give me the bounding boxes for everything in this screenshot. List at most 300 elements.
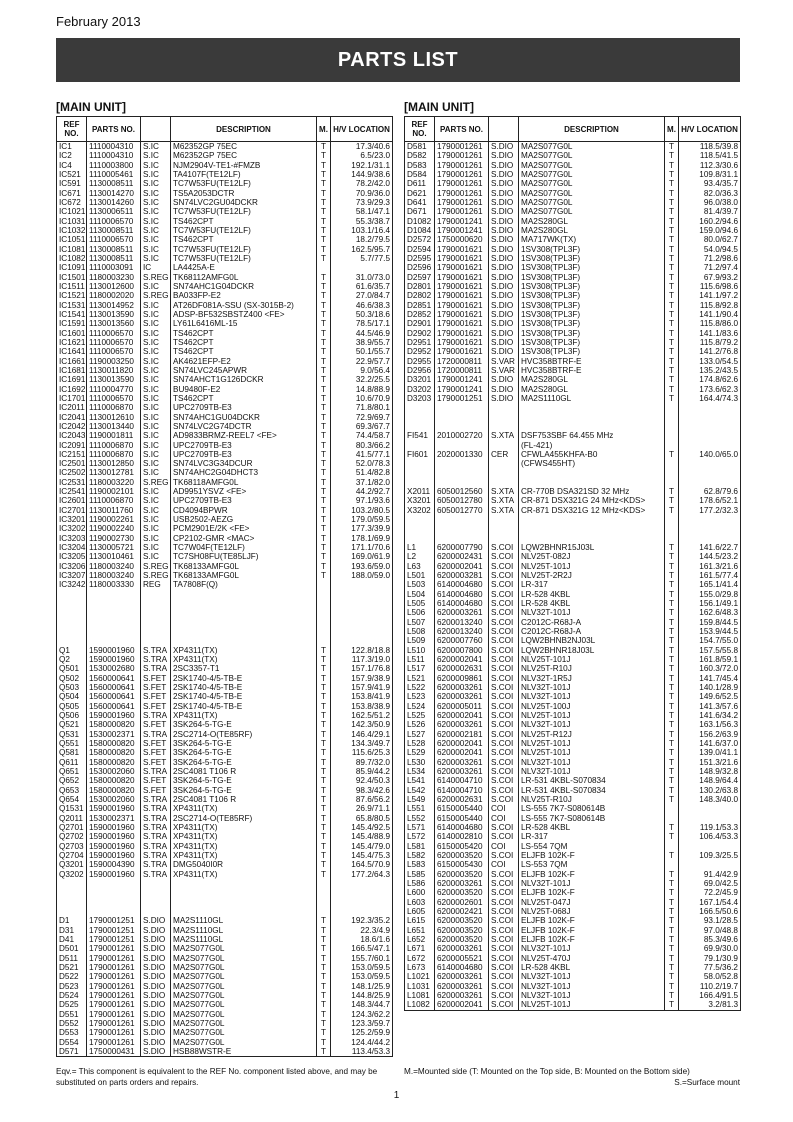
part-type — [141, 907, 171, 916]
hv-location: 110.2/19.7 — [679, 982, 741, 991]
table-row — [405, 646, 741, 655]
hv-location: 58.1/47.1 — [331, 207, 393, 216]
mount-side: T — [317, 515, 331, 524]
table-row — [57, 702, 393, 711]
part-type: S.TRA — [141, 814, 171, 823]
mount-side: T — [665, 655, 679, 664]
parts-no: 6200003261 — [435, 982, 489, 991]
parts-no: 1180003240 — [87, 562, 141, 571]
col-parts-header: PARTS NO. — [87, 117, 141, 142]
part-type — [141, 888, 171, 897]
parts-no: 6200007800 — [435, 646, 489, 655]
part-type: S.DIO — [141, 972, 171, 981]
description: PCM2901E/2K <FE> — [171, 524, 317, 533]
part-type: S.DIO — [141, 1000, 171, 1009]
mount-side: T — [665, 720, 679, 729]
mount-side: T — [317, 254, 331, 263]
part-type — [141, 599, 171, 608]
hv-location: 97.0/48.8 — [679, 926, 741, 935]
parts-no: 6150005430 — [435, 860, 489, 869]
parts-no — [435, 468, 489, 477]
mount-side: T — [665, 347, 679, 356]
hv-location: 165.1/41.4 — [679, 580, 741, 589]
ref-no: D31 — [57, 926, 87, 935]
mount-side: T — [317, 655, 331, 664]
part-type — [489, 403, 519, 412]
part-type: S.VAR — [489, 357, 519, 366]
parts-no: 1590001960 — [87, 655, 141, 664]
parts-no: 6200002631 — [435, 664, 489, 673]
part-type: S.IC — [141, 310, 171, 319]
parts-no: 1790001621 — [435, 254, 489, 263]
ref-no: L63 — [405, 562, 435, 571]
mount-side — [665, 403, 679, 412]
description: XP4311(TX) — [171, 655, 317, 664]
table-row — [405, 636, 741, 645]
mount-side: T — [317, 795, 331, 804]
table-row — [405, 310, 741, 319]
mount-side: T — [317, 1028, 331, 1037]
table-row — [57, 1028, 393, 1037]
parts-no: 1590001960 — [87, 842, 141, 851]
part-type: S.COI — [489, 636, 519, 645]
hv-location: 149.6/52.5 — [679, 692, 741, 701]
parts-no: 6200003261 — [435, 692, 489, 701]
table-row — [57, 627, 393, 636]
ref-no: D522 — [57, 972, 87, 981]
ref-no: D554 — [57, 1038, 87, 1047]
mount-side: T — [665, 496, 679, 505]
mount-side: T — [317, 720, 331, 729]
description: CR-871 DSX321G 24 MHz<KDS> — [519, 496, 665, 505]
ref-no: IC3202 — [57, 524, 87, 533]
parts-no: 6200013240 — [435, 627, 489, 636]
description: NLV32T-101J — [519, 608, 665, 617]
part-type: S.COI — [489, 590, 519, 599]
part-type: S.IC — [141, 170, 171, 179]
part-type: S.IC — [141, 534, 171, 543]
hv-location: 178.6/52.1 — [679, 496, 741, 505]
description: CR-871 DSX321G 12 MHz<KDS> — [519, 506, 665, 515]
table-row — [405, 870, 741, 879]
hv-location: 142.3/50.9 — [331, 720, 393, 729]
ref-no: D2851 — [405, 301, 435, 310]
hv-location: 148.1/25.9 — [331, 982, 393, 991]
hv-location: 171.1/70.6 — [331, 543, 393, 552]
mount-side: T — [317, 329, 331, 338]
hv-location: 123.3/59.7 — [331, 1019, 393, 1028]
part-type: S.COI — [489, 748, 519, 757]
parts-no — [87, 599, 141, 608]
table-row — [405, 263, 741, 272]
part-type: COI — [489, 842, 519, 851]
parts-no: 1790001261 — [435, 189, 489, 198]
part-type: S.IC — [141, 189, 171, 198]
hv-location: 160.3/72.0 — [679, 664, 741, 673]
description: NLV32T-101J — [519, 692, 665, 701]
mount-side: T — [665, 385, 679, 394]
ref-no: L501 — [405, 571, 435, 580]
table-row — [405, 944, 741, 953]
mount-side: T — [317, 245, 331, 254]
ref-no: L671 — [405, 944, 435, 953]
part-type: S.DIO — [141, 1038, 171, 1047]
part-type: S.TRA — [141, 842, 171, 851]
ref-no: L517 — [405, 664, 435, 673]
table-row — [405, 888, 741, 897]
part-type: S.IC — [141, 450, 171, 459]
parts-no: 1790001261 — [435, 151, 489, 160]
description: MA717WK(TX) — [519, 235, 665, 244]
table-row — [57, 730, 393, 739]
part-type: S.FET — [141, 674, 171, 683]
parts-no: 6150005440 — [435, 814, 489, 823]
mount-side — [665, 431, 679, 440]
parts-no: 1790001621 — [435, 245, 489, 254]
table-row — [57, 366, 393, 375]
hv-location: 166.5/47.1 — [331, 944, 393, 953]
part-type: S.TRA — [141, 851, 171, 860]
table-row — [405, 730, 741, 739]
mount-side: T — [317, 748, 331, 757]
table-row — [405, 347, 741, 356]
hv-location: 122.8/18.8 — [331, 646, 393, 655]
hv-location: 141.1/90.4 — [679, 310, 741, 319]
ref-no — [405, 422, 435, 431]
description: MA2S280GL — [519, 375, 665, 384]
table-row — [405, 282, 741, 291]
hv-location: 159.8/44.5 — [679, 618, 741, 627]
description — [519, 468, 665, 477]
table-row — [57, 851, 393, 860]
description — [171, 898, 317, 907]
mount-side: T — [317, 814, 331, 823]
parts-no: 1790001621 — [435, 263, 489, 272]
description: 1SV308(TPL3F) — [519, 254, 665, 263]
ref-no: L551 — [405, 804, 435, 813]
hv-location — [331, 627, 393, 636]
part-type: S.DIO — [489, 226, 519, 235]
mount-side: T — [665, 618, 679, 627]
table-row — [405, 795, 741, 804]
table-row — [405, 972, 741, 981]
footnote-surface: S.=Surface mount — [674, 1078, 740, 1087]
ref-no: L603 — [405, 898, 435, 907]
table-row — [57, 515, 393, 524]
hv-location: 124.3/62.2 — [331, 1010, 393, 1019]
description: MA2S1110GL — [519, 394, 665, 403]
parts-no: 6200002041 — [435, 748, 489, 757]
table-row — [57, 562, 393, 571]
table-row — [405, 170, 741, 179]
table-row — [405, 431, 741, 440]
mount-side: T — [665, 991, 679, 1000]
parts-no: 1130008511 — [87, 226, 141, 235]
parts-table-right — [404, 116, 741, 1011]
parts-no: 6200002041 — [435, 562, 489, 571]
table-row — [57, 814, 393, 823]
ref-no: FI601 — [405, 450, 435, 459]
description: DMG5040I0R — [171, 860, 317, 869]
table-row — [57, 1010, 393, 1019]
mount-side — [665, 422, 679, 431]
hv-location: 140.0/65.0 — [679, 450, 741, 459]
table-row — [57, 786, 393, 795]
parts-no: 6150005420 — [435, 842, 489, 851]
parts-no: 1790001251 — [435, 394, 489, 403]
description: LR-531 4KBL-S070834 — [519, 786, 665, 795]
parts-no: 1790001261 — [435, 179, 489, 188]
mount-side: T — [317, 972, 331, 981]
table-row — [57, 1000, 393, 1009]
part-type: S.IC — [141, 459, 171, 468]
table-row — [405, 534, 741, 543]
description: 3SK264-5-TG-E — [171, 758, 317, 767]
mount-side: T — [665, 571, 679, 580]
table-row — [405, 394, 741, 403]
ref-no: IC2151 — [57, 450, 87, 459]
mount-side: T — [665, 375, 679, 384]
ref-no: D523 — [57, 982, 87, 991]
hv-location: 153.8/38.9 — [331, 702, 393, 711]
hv-location — [679, 524, 741, 533]
parts-no: 1790001261 — [435, 142, 489, 152]
description — [171, 590, 317, 599]
hv-location: 22.9/57.7 — [331, 357, 393, 366]
part-type: S.IC — [141, 254, 171, 263]
parts-no: 1790001241 — [435, 226, 489, 235]
parts-no: 6200002431 — [435, 552, 489, 561]
parts-no: 1530002371 — [87, 814, 141, 823]
table-row — [405, 1000, 741, 1010]
mount-side: T — [317, 1047, 331, 1057]
hv-location: 144.9/38.6 — [331, 170, 393, 179]
table-row — [405, 245, 741, 254]
table-row — [405, 552, 741, 561]
parts-no: 1790001261 — [87, 1038, 141, 1047]
part-type: S.DIO — [141, 1047, 171, 1057]
ref-no: L651 — [405, 926, 435, 935]
part-type: S.DIO — [489, 245, 519, 254]
hv-location — [679, 860, 741, 869]
part-type: S.TRA — [141, 860, 171, 869]
table-row — [57, 375, 393, 384]
description: LR-528 4KBL — [519, 590, 665, 599]
ref-no: D581 — [405, 142, 435, 152]
description: TA7808F(Q) — [171, 580, 317, 589]
hv-location: 159.0/94.6 — [679, 226, 741, 235]
hv-location: 74.4/58.7 — [331, 431, 393, 440]
part-type: S.DIO — [489, 189, 519, 198]
table-row — [57, 282, 393, 291]
parts-no: 6140004680 — [435, 580, 489, 589]
mount-side: T — [317, 151, 331, 160]
mount-side: T — [317, 552, 331, 561]
part-type: S.COI — [489, 646, 519, 655]
hv-location: 17.3/40.6 — [331, 142, 393, 152]
table-row — [405, 338, 741, 347]
ref-no: IC1591 — [57, 319, 87, 328]
table-row — [405, 254, 741, 263]
parts-no: 1590001960 — [87, 851, 141, 860]
ref-no: D511 — [57, 954, 87, 963]
table-row — [57, 842, 393, 851]
hv-location: 58.0/52.8 — [679, 972, 741, 981]
description — [171, 888, 317, 897]
part-type: S.FET — [141, 739, 171, 748]
mount-side: T — [665, 879, 679, 888]
parts-no: 1790001251 — [87, 916, 141, 925]
table-row — [57, 347, 393, 356]
hv-location — [331, 907, 393, 916]
description: LR-317 — [519, 832, 665, 841]
mount-side: T — [665, 907, 679, 916]
parts-no: 1110006570 — [87, 394, 141, 403]
ref-no: L1031 — [405, 982, 435, 991]
ref-no: D2596 — [405, 263, 435, 272]
mount-side — [317, 618, 331, 627]
mount-side: T — [665, 506, 679, 515]
part-type: S.COI — [489, 832, 519, 841]
parts-no: 1590001960 — [87, 646, 141, 655]
mount-side: T — [665, 590, 679, 599]
table-row — [405, 468, 741, 477]
col-type-header — [141, 117, 171, 142]
description: BA033FP-E2 — [171, 291, 317, 300]
description — [519, 422, 665, 431]
hv-location: 71.2/97.4 — [679, 263, 741, 272]
part-type — [489, 515, 519, 524]
hv-location: 81.4/39.7 — [679, 207, 741, 216]
part-type: S.XTA — [489, 487, 519, 496]
part-type: S.IC — [141, 487, 171, 496]
mount-side: T — [317, 860, 331, 869]
description: UPC2709TB-E3 — [171, 403, 317, 412]
mount-side: T — [317, 506, 331, 515]
ref-no — [405, 413, 435, 422]
table-row — [405, 543, 741, 552]
description: NLV25T-101J — [519, 562, 665, 571]
part-type: S.FET — [141, 720, 171, 729]
parts-no — [87, 907, 141, 916]
part-type: S.DIO — [489, 319, 519, 328]
ref-no: Q502 — [57, 674, 87, 683]
part-type: S.COI — [489, 711, 519, 720]
parts-no: 1180003240 — [87, 571, 141, 580]
mount-side: T — [317, 842, 331, 851]
part-type: CER — [489, 450, 519, 459]
part-type: S.DIO — [489, 142, 519, 152]
mount-side: T — [317, 468, 331, 477]
table-row — [405, 226, 741, 235]
part-type — [489, 468, 519, 477]
parts-no: 6140002810 — [435, 832, 489, 841]
table-row — [57, 496, 393, 505]
mount-side: T — [665, 487, 679, 496]
hv-location: 91.4/42.9 — [679, 870, 741, 879]
parts-no: 1130013440 — [87, 422, 141, 431]
description: NLV32T-101J — [519, 879, 665, 888]
hv-location: 162.6/48.3 — [679, 608, 741, 617]
ref-no — [405, 515, 435, 524]
ref-no: D3203 — [405, 394, 435, 403]
table-row — [57, 245, 393, 254]
hv-location: 41.5/77.1 — [331, 450, 393, 459]
hv-location: 157.5/55.8 — [679, 646, 741, 655]
part-type: S.DIO — [489, 273, 519, 282]
ref-no — [405, 468, 435, 477]
description: NLV32T-101J — [519, 982, 665, 991]
mount-side — [317, 590, 331, 599]
description: MA2S280GL — [519, 217, 665, 226]
description: NLV25T-068J — [519, 907, 665, 916]
mount-side: T — [317, 338, 331, 347]
description: CR-770B DSA321SD 32 MHz — [519, 487, 665, 496]
description: NLV32T-1R5J — [519, 674, 665, 683]
parts-no: 1130008511 — [87, 179, 141, 188]
table-row — [405, 814, 741, 823]
part-type: S.IC — [141, 161, 171, 170]
table-row — [57, 431, 393, 440]
table-row — [57, 235, 393, 244]
ref-no: Q654 — [57, 795, 87, 804]
part-type: S.IC — [141, 543, 171, 552]
part-type: S.DIO — [141, 944, 171, 953]
ref-no: L1081 — [405, 991, 435, 1000]
ref-no: D2595 — [405, 254, 435, 263]
hv-location: 192.1/31.1 — [331, 161, 393, 170]
parts-no: 1180002020 — [87, 291, 141, 300]
table-row — [405, 842, 741, 851]
part-type: S.XTA — [489, 506, 519, 515]
part-type: S.COI — [489, 898, 519, 907]
hv-location: 144.8/25.9 — [331, 991, 393, 1000]
mount-side: T — [317, 562, 331, 571]
parts-no: 1190003250 — [87, 357, 141, 366]
parts-no: 1790001621 — [435, 319, 489, 328]
mount-side: T — [317, 711, 331, 720]
ref-no: L652 — [405, 935, 435, 944]
parts-no: 6200013240 — [435, 618, 489, 627]
parts-no: 1790001261 — [87, 944, 141, 953]
mount-side — [317, 636, 331, 645]
part-type: S.DIO — [489, 310, 519, 319]
part-type: S.REG — [141, 291, 171, 300]
parts-no: 6200003520 — [435, 888, 489, 897]
hv-location: 85.9/44.2 — [331, 767, 393, 776]
description: ADSP-BF532SBSTZ400 <FE> — [171, 310, 317, 319]
parts-no: 6140004710 — [435, 776, 489, 785]
ref-no: FI541 — [405, 431, 435, 440]
parts-no: 6200002631 — [435, 795, 489, 804]
parts-no: 1530002060 — [87, 767, 141, 776]
ref-no: L524 — [405, 702, 435, 711]
mount-side: T — [665, 646, 679, 655]
ref-no: L586 — [405, 879, 435, 888]
hv-location: 37.1/82.0 — [331, 478, 393, 487]
description: 1SV308(TPL3F) — [519, 291, 665, 300]
hv-location — [331, 608, 393, 617]
part-type — [141, 879, 171, 888]
ref-no: D521 — [57, 963, 87, 972]
parts-no: 1790001251 — [87, 926, 141, 935]
description: 2SC4081 T106 R — [171, 767, 317, 776]
description: LS-554 7QM — [519, 842, 665, 851]
part-type: S.IC — [141, 151, 171, 160]
part-type — [489, 459, 519, 468]
parts-no: 1560000641 — [87, 692, 141, 701]
ref-no: IC1691 — [57, 375, 87, 384]
